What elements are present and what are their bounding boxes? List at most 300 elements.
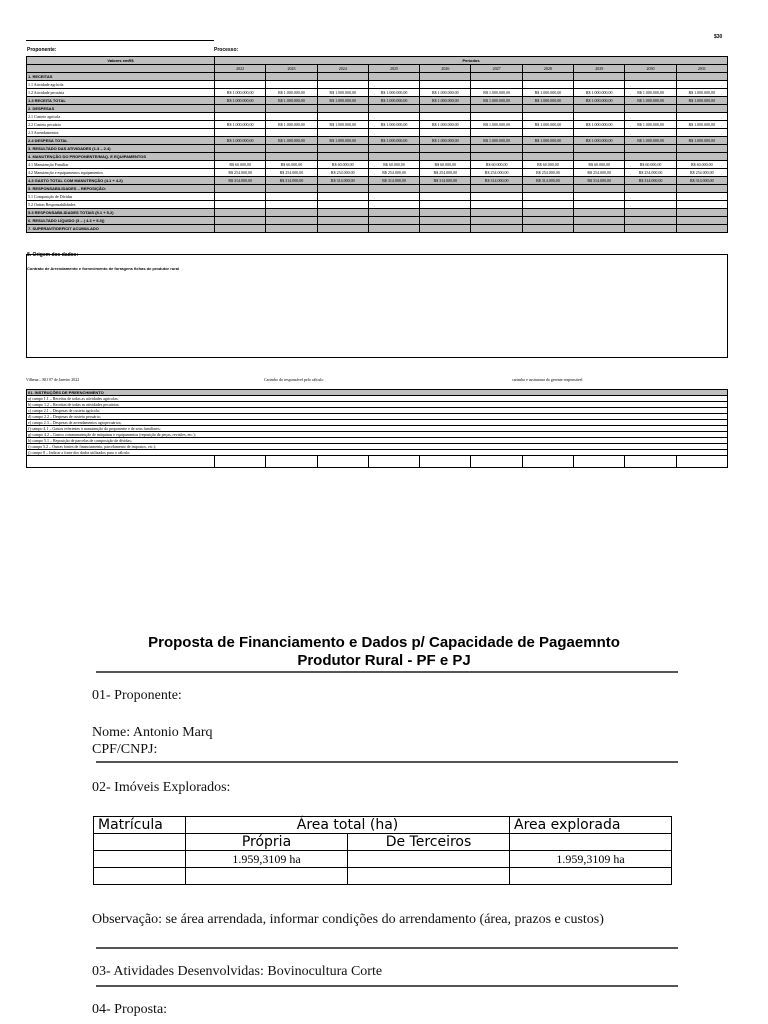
row-value: R$ 60.000,00: [676, 161, 727, 169]
row-value: [471, 193, 522, 201]
cell-explorada-2: [510, 868, 672, 885]
row-label: 4.2 Manutenção e equipamentos equipamentos: [27, 169, 215, 177]
row-value: [215, 193, 266, 201]
row-value: [368, 217, 419, 225]
row-value: R$ 1.000.000,00: [420, 89, 471, 97]
row-value: [471, 217, 522, 225]
row-value: R$ 1.000.000,00: [471, 97, 522, 105]
row-value: R$ 314.000,00: [317, 177, 368, 185]
row-label: 1.2 Atividade pecuária: [27, 89, 215, 97]
section-01-proponente: 01- Proponente:: [92, 688, 182, 703]
row-value: R$ 254.000,00: [676, 169, 727, 177]
row-value: R$ 314.000,00: [574, 177, 625, 185]
row-value: [266, 217, 317, 225]
row-value: R$ 60.000,00: [266, 161, 317, 169]
row-value: R$ 1.000.000,00: [522, 89, 573, 97]
row-value: [215, 217, 266, 225]
row-value: [368, 209, 419, 217]
row-value: R$ 1.000.000,00: [215, 121, 266, 129]
year-header: 2023: [266, 65, 317, 73]
row-value: R$ 314.000,00: [471, 177, 522, 185]
row-value: [420, 105, 471, 113]
row-value: [676, 153, 727, 161]
row-value: [215, 185, 266, 193]
table-row: [27, 169, 728, 177]
instruction-text: h) campo 5.1 – Reposição de parcelas de composição de dívidas;: [27, 438, 728, 444]
row-value: [420, 81, 471, 89]
row-value: [368, 185, 419, 193]
row-value: R$ 314.000,00: [625, 177, 676, 185]
row-value: R$ 1.000.000,00: [368, 97, 419, 105]
row-value: R$ 254.000,00: [420, 169, 471, 177]
row-value: [317, 105, 368, 113]
row-value: R$ 60.000,00: [574, 161, 625, 169]
row-value: [368, 129, 419, 137]
row-label: 6. RESULTADO LÍQUIDO (3 – ( 4.3 + 5.3)): [27, 217, 215, 225]
row-value: [522, 153, 573, 161]
row-value: R$ 314.000,00: [420, 177, 471, 185]
row-label: 2. DESPESAS: [27, 105, 215, 113]
row-value: [625, 145, 676, 153]
row-value: [317, 217, 368, 225]
blank-cell: [420, 456, 471, 468]
row-value: R$ 1.000.000,00: [317, 97, 368, 105]
row-value: R$ 1.000.000,00: [368, 89, 419, 97]
row-value: [266, 81, 317, 89]
row-value: [574, 129, 625, 137]
row-value: R$ 314.000,00: [676, 177, 727, 185]
observacao-rule: [96, 947, 678, 949]
table-row: [27, 73, 728, 81]
row-label: 2.4 DESPESA TOTAL: [27, 137, 215, 145]
row-value: R$ 1.000.000,00: [266, 89, 317, 97]
blank-cell: [266, 456, 317, 468]
row-value: [215, 113, 266, 121]
row-value: [368, 153, 419, 161]
table-row: [27, 201, 728, 209]
blank-cell: [368, 456, 419, 468]
blank-cell: [676, 456, 727, 468]
proponente-underline: [26, 40, 214, 41]
row-value: [574, 81, 625, 89]
row-label: 3. RESULTADO DAS ATIVIDADES (1.3 – 2.4): [27, 145, 215, 153]
instruction-text: j) campo 8 – Indicar a fonte dos dados utilizados para o cálculo:: [27, 450, 728, 456]
row-value: R$ 1.000.000,00: [625, 121, 676, 129]
row-value: [471, 185, 522, 193]
processo-label: Processo:: [214, 47, 239, 53]
cell-propria-2: [186, 868, 348, 885]
table-row: [27, 89, 728, 97]
row-value: [676, 145, 727, 153]
row-value: [625, 193, 676, 201]
row-value: [215, 81, 266, 89]
blank-cell: [471, 456, 522, 468]
row-value: [420, 113, 471, 121]
cell-explorada-1: 1.959,3109 ha: [510, 851, 672, 868]
table-row: [27, 81, 728, 89]
row-value: R$ 254.000,00: [368, 169, 419, 177]
row-value: [266, 113, 317, 121]
row-value: [266, 153, 317, 161]
row-value: R$ 1.000.000,00: [420, 97, 471, 105]
instruction-text: i) campo 5.2 – Outras fontes de financiamento, parcelamento de impostos, etc.);: [27, 444, 728, 450]
row-value: [625, 153, 676, 161]
row-value: [471, 81, 522, 89]
row-value: [522, 193, 573, 201]
row-value: [317, 193, 368, 201]
row-value: R$ 314.000,00: [368, 177, 419, 185]
data-origin-text: Contrato de Arrendamento e fornecimento de forragens fichas de produtor rural: [27, 266, 180, 271]
row-value: R$ 1.000.000,00: [266, 137, 317, 145]
row-value: R$ 60.000,00: [317, 161, 368, 169]
row-value: [522, 185, 573, 193]
row-value: [266, 145, 317, 153]
row-value: [317, 209, 368, 217]
instruction-text: b) campo 1.2 – Receitas de todas as atividades pecuárias;: [27, 402, 728, 408]
row-value: R$ 1.000.000,00: [676, 137, 727, 145]
blank-cell: [625, 456, 676, 468]
row-value: [574, 217, 625, 225]
row-label: 1.1 Atividade agrícola: [27, 81, 215, 89]
row-value: [625, 201, 676, 209]
year-header: 2030: [625, 65, 676, 73]
row-value: [676, 105, 727, 113]
row-value: [522, 145, 573, 153]
row-label: 7. SUPERAVIT/DEFICIT ACUMULADO: [27, 225, 215, 233]
row-value: [625, 185, 676, 193]
col-matricula: Matrícula: [94, 817, 186, 834]
row-value: [215, 201, 266, 209]
cell-matricula-1: [94, 851, 186, 868]
instructions-title: 01. INSTRUÇÕES DE PREENCHIMENTO: [27, 390, 728, 396]
table-row: [27, 145, 728, 153]
table-row: [27, 193, 728, 201]
row-value: R$ 254.000,00: [625, 169, 676, 177]
data-origin-label: 8. Origem dos dados:: [27, 252, 79, 258]
row-value: [625, 209, 676, 217]
table-row: [27, 105, 728, 113]
row-value: [676, 81, 727, 89]
row-value: R$ 1.000.000,00: [266, 97, 317, 105]
col-area-explorada: Area explorada: [510, 817, 672, 834]
table-row: [27, 153, 728, 161]
section-04-proposta: 04- Proposta:: [92, 1002, 168, 1017]
row-label: 2.1 Custeio agrícola: [27, 113, 215, 121]
col-area-total: Área total (ha): [186, 817, 510, 834]
row-value: [676, 193, 727, 201]
instruction-text: d) campo 2.2 – Despesas de custeio pecuário;: [27, 414, 728, 420]
row-label: 1.3 RECEITA TOTAL: [27, 97, 215, 105]
row-label: 5.2 Outras Responsabilidades: [27, 201, 215, 209]
row-value: [574, 145, 625, 153]
row-value: R$ 1.000.000,00: [215, 89, 266, 97]
row-label: 2.3 Arrendamentos: [27, 129, 215, 137]
table-row: [27, 161, 728, 169]
row-value: [215, 129, 266, 137]
row-value: [522, 201, 573, 209]
row-value: [420, 225, 471, 233]
row-value: R$ 1.000.000,00: [522, 137, 573, 145]
periods-header-row: [27, 57, 728, 65]
table-row: [27, 113, 728, 121]
row-value: [676, 201, 727, 209]
row-value: [317, 129, 368, 137]
blank-cell: [522, 456, 573, 468]
section-03-rule: [96, 985, 678, 987]
row-label: 5. RESPONSABILIDADES – REPOSIÇÃO:: [27, 185, 215, 193]
section-03-atividades: 03- Atividades Desenvolvidas: Bovinocultura Corte: [92, 964, 383, 979]
cash-flow-table: [26, 56, 728, 233]
row-value: [266, 193, 317, 201]
row-value: [317, 113, 368, 121]
row-value: [215, 153, 266, 161]
row-label: 4.3 GASTO TOTAL COM MANUTENÇÃO (4.1 + 4.2): [27, 177, 215, 185]
row-value: [574, 153, 625, 161]
table-row: [27, 217, 728, 225]
sub-blank-2: [510, 834, 672, 851]
cell-terceiros-1: [348, 851, 510, 868]
row-value: R$ 1.000.000,00: [368, 137, 419, 145]
properties-table: [93, 816, 672, 885]
form-subtitle: Produtor Rural - PF e PJ: [297, 652, 471, 669]
row-value: [420, 201, 471, 209]
footer-place-date: Vilhena – RO 07 de Janeiro 2022: [26, 377, 80, 382]
row-value: R$ 1.000.000,00: [471, 89, 522, 97]
year-header: 2026: [420, 65, 471, 73]
row-value: [471, 145, 522, 153]
row-value: [574, 185, 625, 193]
row-value: [420, 217, 471, 225]
table-row: [27, 177, 728, 185]
instructions-table: [26, 389, 728, 468]
row-value: [471, 225, 522, 233]
row-value: R$ 1.000.000,00: [574, 97, 625, 105]
row-value: R$ 1.000.000,00: [420, 121, 471, 129]
row-value: R$ 1.000.000,00: [420, 137, 471, 145]
blank-cell: [574, 456, 625, 468]
row-value: [317, 185, 368, 193]
row-value: [574, 225, 625, 233]
row-value: [574, 73, 625, 81]
row-value: R$ 1.000.000,00: [471, 137, 522, 145]
row-value: R$ 1.000.000,00: [215, 97, 266, 105]
row-value: [522, 73, 573, 81]
table-row: [27, 129, 728, 137]
form-title: Proposta de Financiamento e Dados p/ Capacidade de Pagaemnto: [148, 634, 620, 651]
year-header: 2031: [676, 65, 727, 73]
row-value: R$ 1.000.000,00: [574, 89, 625, 97]
years-header-row: [27, 65, 728, 73]
footer-stamp-label: Carimbo do responsável pelo cálculo: [264, 377, 324, 382]
row-value: [676, 73, 727, 81]
row-value: [471, 113, 522, 121]
sub-blank: [94, 834, 186, 851]
row-value: [676, 209, 727, 217]
row-value: [471, 209, 522, 217]
footer-signature-label: carimbo e assinatura do gerente responsável: [512, 377, 583, 382]
row-value: R$ 1.000.000,00: [471, 121, 522, 129]
row-value: R$ 314.000,00: [522, 177, 573, 185]
row-value: [471, 201, 522, 209]
row-value: R$ 60.000,00: [625, 161, 676, 169]
row-value: [574, 193, 625, 201]
row-value: [522, 113, 573, 121]
years-header-blank: [27, 65, 215, 73]
col-propria: Própria: [186, 834, 348, 851]
year-header: 2029: [574, 65, 625, 73]
row-value: R$ 60.000,00: [471, 161, 522, 169]
row-value: [625, 129, 676, 137]
row-value: [522, 225, 573, 233]
row-value: [368, 145, 419, 153]
year-header: 2022: [215, 65, 266, 73]
proponente-label: Proponente:: [27, 47, 57, 53]
row-value: [625, 73, 676, 81]
row-value: R$ 254.000,00: [522, 169, 573, 177]
instruction-text: e) campo 2.3 – Despesas de arrendamentos agropecuários;: [27, 420, 728, 426]
row-value: [471, 129, 522, 137]
instruction-text: c) campo 2.1 – Despesas de custeio agrícola;: [27, 408, 728, 414]
col-terceiros: De Terceiros: [348, 834, 510, 851]
row-value: [266, 185, 317, 193]
row-value: [574, 209, 625, 217]
row-value: [368, 105, 419, 113]
periods-label: Períodos: [215, 57, 728, 65]
row-value: [522, 217, 573, 225]
row-value: [522, 105, 573, 113]
instruction-text: a) campo 1.1 – Receitas de todas as atividades agrícolas;: [27, 396, 728, 402]
row-value: R$ 1.000.000,00: [574, 121, 625, 129]
row-label: 5.3 RESPONSABILIDADES TOTAIS (5.1 + 5.2): [27, 209, 215, 217]
proponente-name: Nome: Antonio Marq: [92, 725, 213, 740]
cell-matricula-2: [94, 868, 186, 885]
row-value: [420, 193, 471, 201]
section-02-imoveis: 02- Imóveis Explorados:: [92, 780, 231, 795]
row-value: R$ 254.000,00: [266, 169, 317, 177]
row-value: [266, 201, 317, 209]
table-row: [27, 209, 728, 217]
row-value: [522, 129, 573, 137]
observacao-text: Observação: se área arrendada, informar condições do arrendamento (área, prazos e custos): [92, 912, 604, 927]
blank-cell: [317, 456, 368, 468]
row-value: [625, 81, 676, 89]
row-value: [317, 201, 368, 209]
row-value: [420, 209, 471, 217]
table-row: [27, 97, 728, 105]
row-value: R$ 254.000,00: [574, 169, 625, 177]
row-value: [420, 145, 471, 153]
row-value: [522, 209, 573, 217]
row-value: [266, 73, 317, 81]
row-label: 1. RECEITAS: [27, 73, 215, 81]
year-header: 2025: [368, 65, 419, 73]
row-value: [317, 153, 368, 161]
row-value: [266, 129, 317, 137]
row-value: [471, 153, 522, 161]
row-value: [420, 129, 471, 137]
row-value: [676, 217, 727, 225]
row-value: [676, 225, 727, 233]
row-value: R$ 1.000.000,00: [522, 97, 573, 105]
row-value: R$ 1.000.000,00: [368, 121, 419, 129]
row-value: [215, 105, 266, 113]
row-value: [420, 185, 471, 193]
row-value: [574, 113, 625, 121]
row-value: [625, 113, 676, 121]
year-header: 2027: [471, 65, 522, 73]
row-value: [368, 201, 419, 209]
row-value: [420, 73, 471, 81]
row-value: R$ 1.000.000,00: [522, 121, 573, 129]
row-value: [317, 73, 368, 81]
year-header: 2024: [317, 65, 368, 73]
row-value: R$ 1.000.000,00: [317, 137, 368, 145]
row-value: R$ 1.000.000,00: [266, 121, 317, 129]
row-value: R$ 254.000,00: [317, 169, 368, 177]
row-value: [420, 153, 471, 161]
row-value: [625, 217, 676, 225]
row-value: [368, 113, 419, 121]
row-value: [215, 145, 266, 153]
row-value: R$ 1.000.000,00: [676, 97, 727, 105]
row-value: R$ 1.000.000,00: [215, 137, 266, 145]
row-value: [317, 145, 368, 153]
blank-cell: [215, 456, 266, 468]
cell-terceiros-2: [348, 868, 510, 885]
row-value: [317, 225, 368, 233]
row-value: R$ 60.000,00: [522, 161, 573, 169]
corner-code: $30: [714, 34, 723, 40]
proponente-cpf: CPF/CNPJ:: [92, 742, 158, 757]
row-value: R$ 1.000.000,00: [625, 89, 676, 97]
row-value: [368, 193, 419, 201]
row-value: R$ 1.000.000,00: [574, 137, 625, 145]
instruction-text: g) campo 4.2 – Gastos commanutenção de máquinas e equipamentos (reposição de peças, revisões, etc.);: [27, 432, 728, 438]
row-value: [625, 225, 676, 233]
row-label: 5.1 Composição de Dívidas: [27, 193, 215, 201]
row-value: [574, 201, 625, 209]
table-row: [27, 137, 728, 145]
row-value: R$ 60.000,00: [368, 161, 419, 169]
year-header: 2028: [522, 65, 573, 73]
row-value: [522, 81, 573, 89]
row-value: [266, 225, 317, 233]
row-value: R$ 60.000,00: [215, 161, 266, 169]
table-row: [27, 225, 728, 233]
row-label: 4.1 Manutenção Familiar: [27, 161, 215, 169]
row-value: R$ 1.000.000,00: [317, 121, 368, 129]
row-value: [471, 73, 522, 81]
row-value: R$ 314.000,00: [266, 177, 317, 185]
row-label: 2.2 Custeio pecuário: [27, 121, 215, 129]
row-value: R$ 60.000,00: [420, 161, 471, 169]
row-value: [266, 209, 317, 217]
row-value: R$ 1.000.000,00: [676, 121, 727, 129]
row-value: [625, 105, 676, 113]
instruction-blank-row: [27, 456, 728, 468]
row-value: R$ 314.000,00: [215, 177, 266, 185]
blank-cell: [27, 456, 215, 468]
row-value: R$ 1.000.000,00: [317, 89, 368, 97]
row-value: [266, 105, 317, 113]
instruction-text: f) campo 4.1 – Gastos referentes à manutenção do proponente e de seus familiares;: [27, 426, 728, 432]
table-row: [27, 185, 728, 193]
row-value: R$ 1.000.000,00: [625, 137, 676, 145]
row-value: R$ 254.000,00: [471, 169, 522, 177]
row-value: [215, 225, 266, 233]
row-value: [368, 81, 419, 89]
row-value: [215, 73, 266, 81]
